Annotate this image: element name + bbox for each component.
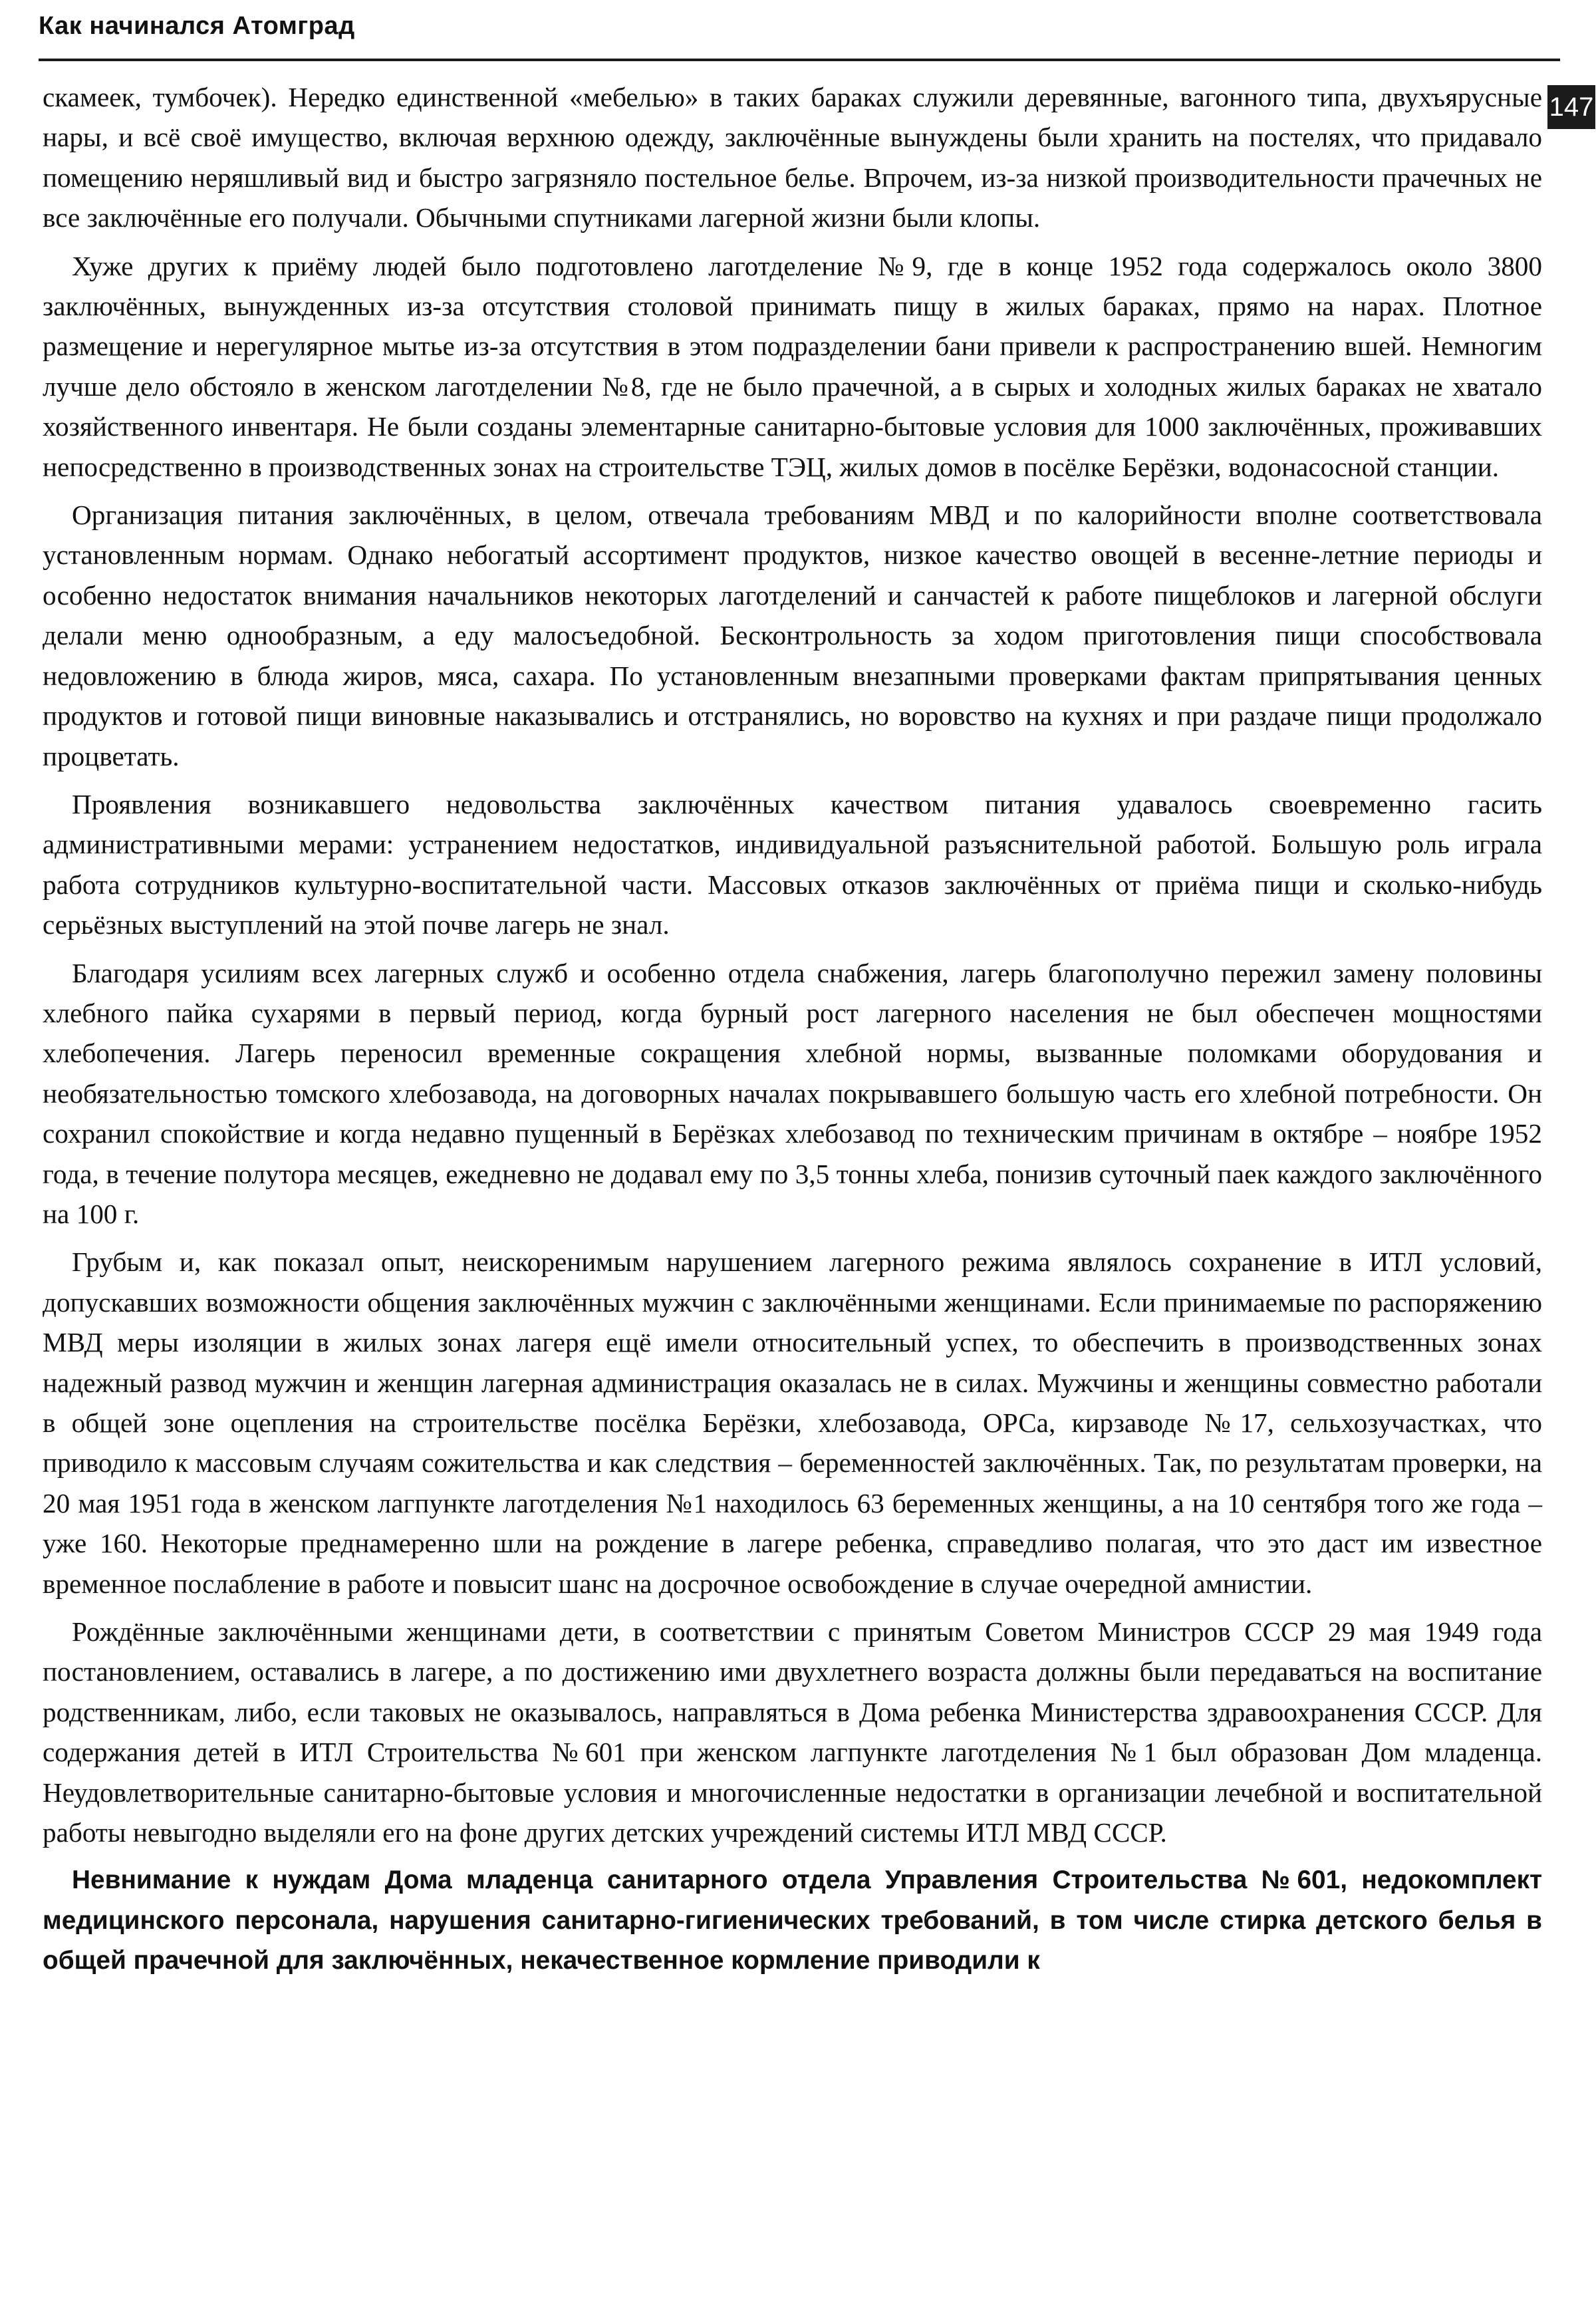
paragraph-4: Проявления возникавшего недовольства заключённых качеством питания удавалось своевременно гасить административными мерами: устранением недостатков, индивидуальной разъяснительной работой. Большую роль играла работа сотрудников культурно-воспитательной части. Массовых отказов заключённых от приёма пищи и сколько-нибудь серьёзных выступлений на этой почве лагерь не знал. xyxy=(43,788,1542,940)
header-rule xyxy=(39,59,1560,61)
paragraph-2: Хуже других к приёму людей было подготовлено лаготделение №9, где в конце 1952 года содержалось около 3800 заключённых, вынужденных из-за отсутствия столовой принимать пищу в жилых бараках, прямо на нарах. Плотное размещение и нерегулярное мытье из-за отсутствия в этом подразделении бани привели к распространению вшей. Немногим лучше дело обстояло в женском лаготделении №8, где не было прачечной, а в сырых и холодных жилых бараках не хватало хозяйственного инвентаря. Не были созданы элементарные санитарно-бытовые условия для 1000 заключённых, проживавших непосредственно в производственных зонах на строительстве ТЭЦ, жилых домов в посёлке Берёзки, водонасосной станции. xyxy=(43,250,1542,482)
running-head: Как начинался Атомград xyxy=(39,12,355,40)
paragraph-7: Рождённые заключёнными женщинами дети, в соответствии с принятым Советом Министров СССР 29 мая 1949 года постановлением, оставались в лагере, а по достижению ими двухлетнего возраста должны были передаваться на воспитание родственникам, либо, если таковых не оказывалось, направляться в Дома ребенка Министерства здравоохранения СССР. Для содержания детей в ИТЛ Строительства №601 при женском лагпункте лаготделения №1 был образован Дом младенца. Неудовлетворительные санитарно-бытовые условия и многочисленные недостатки в организации лечебной и воспитательной работы невыгодно выделяли его на фоне других детских учреждений системы ИТЛ МВД СССР. xyxy=(43,1616,1542,1848)
page-number: 147 xyxy=(1547,85,1595,129)
paragraph-8: Невнимание к нуждам Дома младенца санитарного отдела Управления Строительства №601, недокомплект медицинского персонала, нарушения санитарно-гигиенических требований, в том числе стирка детского белья в общей прачечной для заключённых, некачественное кормление приводили к xyxy=(43,1866,1542,1975)
paragraph-1: скамеек, тумбочек). Нередко единственной «мебелью» в таких бараках служили деревянные, вагонного типа, двухъярусные нары, и всё своё имущество, включая верхнюю одежду, заключённые вынуждены были хранить на постелях, что придавало помещению неряшливый вид и быстро загрязняло постельное белье. Впрочем, из-за низкой производительности прачечных не все заключённые его получали. Обычными спутниками лагерной жизни были клопы. xyxy=(43,82,1542,233)
paragraph-6: Грубым и, как показал опыт, неискоренимым нарушением лагерного режима являлось сохранение в ИТЛ условий, допускавших возможности общения заключённых мужчин с заключёнными женщинами. Если принимаемые по распоряжению МВД меры изоляции в жилых зонах лагеря ещё имели относительный успех, то обеспечить в производственных зонах надежный развод мужчин и женщин лагерная администрация оказалась не в силах. Мужчины и женщины совместно работали в общей зоне оцепления на строительстве посёлка Берёзки, хлебозавода, ОРСа, кирзаводе №17, сельхозучастках, что приводило к массовым случаям сожительства и как следствия – беременностей заключённых. Так, по результатам проверки, на 20 мая 1951 года в женском лагпункте лаготделения №1 находилось 63 беременных женщины, а на 10 сентября того же года – уже 160. Некоторые преднамеренно шли на рождение в лагере ребенка, справедливо полагая, что это даст им известное временное послабление в работе и повысит шанс на досрочное освобождение в случае очередной амнистии. xyxy=(43,1246,1542,1599)
paragraph-5: Благодаря усилиям всех лагерных служб и особенно отдела снабжения, лагерь благополучно пережил замену половины хлебного пайка сухарями в первый период, когда бурный рост лагерного населения не был обеспечен мощностями хлебопечения. Лагерь переносил временные сокращения хлебной нормы, вызванные поломками оборудования и необязательностью томского хлебозавода, на договорных началах покрывавшего большую часть его хлебной потребности. Он сохранил спокойствие и когда недавно пущенный в Берёзках хлебозавод по техническим причинам в октябре – ноябре 1952 года, в течение полутора месяцев, ежедневно не додавал ему по 3,5 тонны хлеба, понизив суточный паек каждого заключённого на 100 г. xyxy=(43,957,1542,1229)
body-text xyxy=(43,77,1542,1989)
paragraph-3: Организация питания заключённых, в целом, отвечала требованиям МВД и по калорийности вполне соответствовала установленным нормам. Однако небогатый ассортимент продуктов, низкое качество овощей в весенне-летние периоды и особенно недостаток внимания начальников некоторых лаготделений и санчастей к работе пищеблоков и лагерной обслуги делали меню однообразным, а еду малосъедобной. Бесконтрольность за ходом приготовления пищи способствовала недовложению в блюда жиров, мяса, сахара. По установленным внезапными проверками фактам припрятывания ценных продуктов и готовой пищи виновные наказывались и отстранялись, но воровство на кухнях и при раздаче пищи продолжало процветать. xyxy=(43,500,1542,772)
